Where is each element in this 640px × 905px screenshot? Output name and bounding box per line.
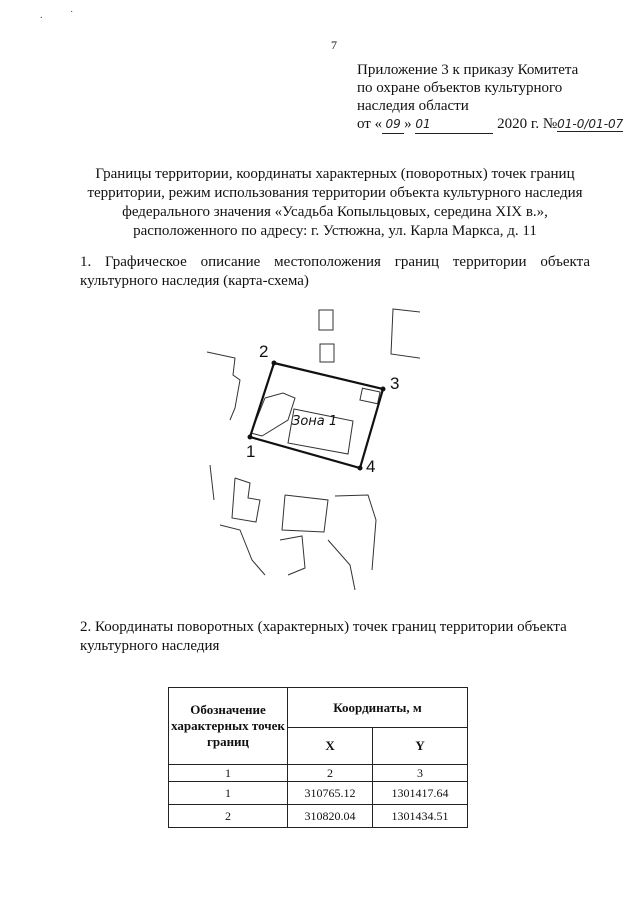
index-cell-1: 1 xyxy=(169,765,288,782)
row-x: 310765.12 xyxy=(288,782,373,805)
map-scheme xyxy=(190,300,420,590)
building-south-2 xyxy=(282,495,328,532)
building-large-ne xyxy=(391,309,420,360)
appendix-line-2: по охране объектов культурного xyxy=(357,80,563,96)
row-point: 2 xyxy=(169,805,288,828)
building-south-5 xyxy=(280,536,305,575)
document-title: Границы территории, координаты характерных (поворотных) точек границ территории, режим использования территории объекта культурного наследия федерального значения «Усадьба Копыльцовых, середина XIX в.», расположенного по адресу: г. Устюжна, ул. Карла Маркса, д. 11 xyxy=(87,166,583,239)
doc-number: 01-0/01-07 xyxy=(557,117,624,131)
building-south-3 xyxy=(335,495,376,570)
building-small-2 xyxy=(320,344,334,362)
section-1-heading: 1. Графическое описание местоположения границ территории объекта культурного наследия (карта-схема) xyxy=(80,254,590,289)
fence-west xyxy=(210,465,214,500)
point-label-4: 4 xyxy=(366,457,376,476)
building-west xyxy=(207,352,240,420)
row-x: 310820.04 xyxy=(288,805,373,828)
vertex-4 xyxy=(358,466,363,471)
page-number: 7 xyxy=(331,38,337,52)
point-label-1: 1 xyxy=(246,442,256,461)
header-coordinates: Координаты, м xyxy=(288,688,468,728)
header-x: X xyxy=(288,728,373,765)
building-south-1 xyxy=(232,478,260,522)
section-2-heading: 2. Координаты поворотных (характерных) точек границ территории объекта культурного наследия xyxy=(80,619,567,654)
index-cell-2: 2 xyxy=(288,765,373,782)
coordinates-table xyxy=(168,687,468,828)
date-sep: » xyxy=(404,116,412,132)
date-day: 09 xyxy=(382,115,404,134)
date-year: 2020 г. № xyxy=(497,116,558,132)
date-prefix: от « xyxy=(357,116,383,132)
vertex-3 xyxy=(381,387,386,392)
header-point-designation: Обозначение характерных точек границ xyxy=(169,688,288,765)
building-south-4 xyxy=(220,525,265,575)
surrounding-buildings xyxy=(207,309,420,590)
scan-specks: . ˙ xyxy=(40,10,74,21)
index-cell-3: 3 xyxy=(373,765,468,782)
building-south-6 xyxy=(328,540,355,590)
date-month: 01 xyxy=(415,115,493,134)
vertex-2 xyxy=(272,361,277,366)
row-y: 1301417.64 xyxy=(373,782,468,805)
header-y: Y xyxy=(373,728,468,765)
zone-label: Зона 1 xyxy=(292,414,338,429)
point-label-3: 3 xyxy=(390,374,400,393)
table-row xyxy=(169,805,468,828)
appendix-line-3: наследия области xyxy=(357,98,469,114)
table-index-row xyxy=(169,765,468,782)
row-point: 1 xyxy=(169,782,288,805)
appendix-header xyxy=(357,61,627,134)
row-y: 1301434.51 xyxy=(373,805,468,828)
point-label-2: 2 xyxy=(259,342,269,361)
appendix-date-line xyxy=(357,115,627,134)
building-small-1 xyxy=(319,310,333,330)
appendix-line-1: Приложение 3 к приказу Комитета xyxy=(357,62,579,78)
vertex-1 xyxy=(248,435,253,440)
building-inner-3 xyxy=(360,388,380,403)
table-row xyxy=(169,782,468,805)
